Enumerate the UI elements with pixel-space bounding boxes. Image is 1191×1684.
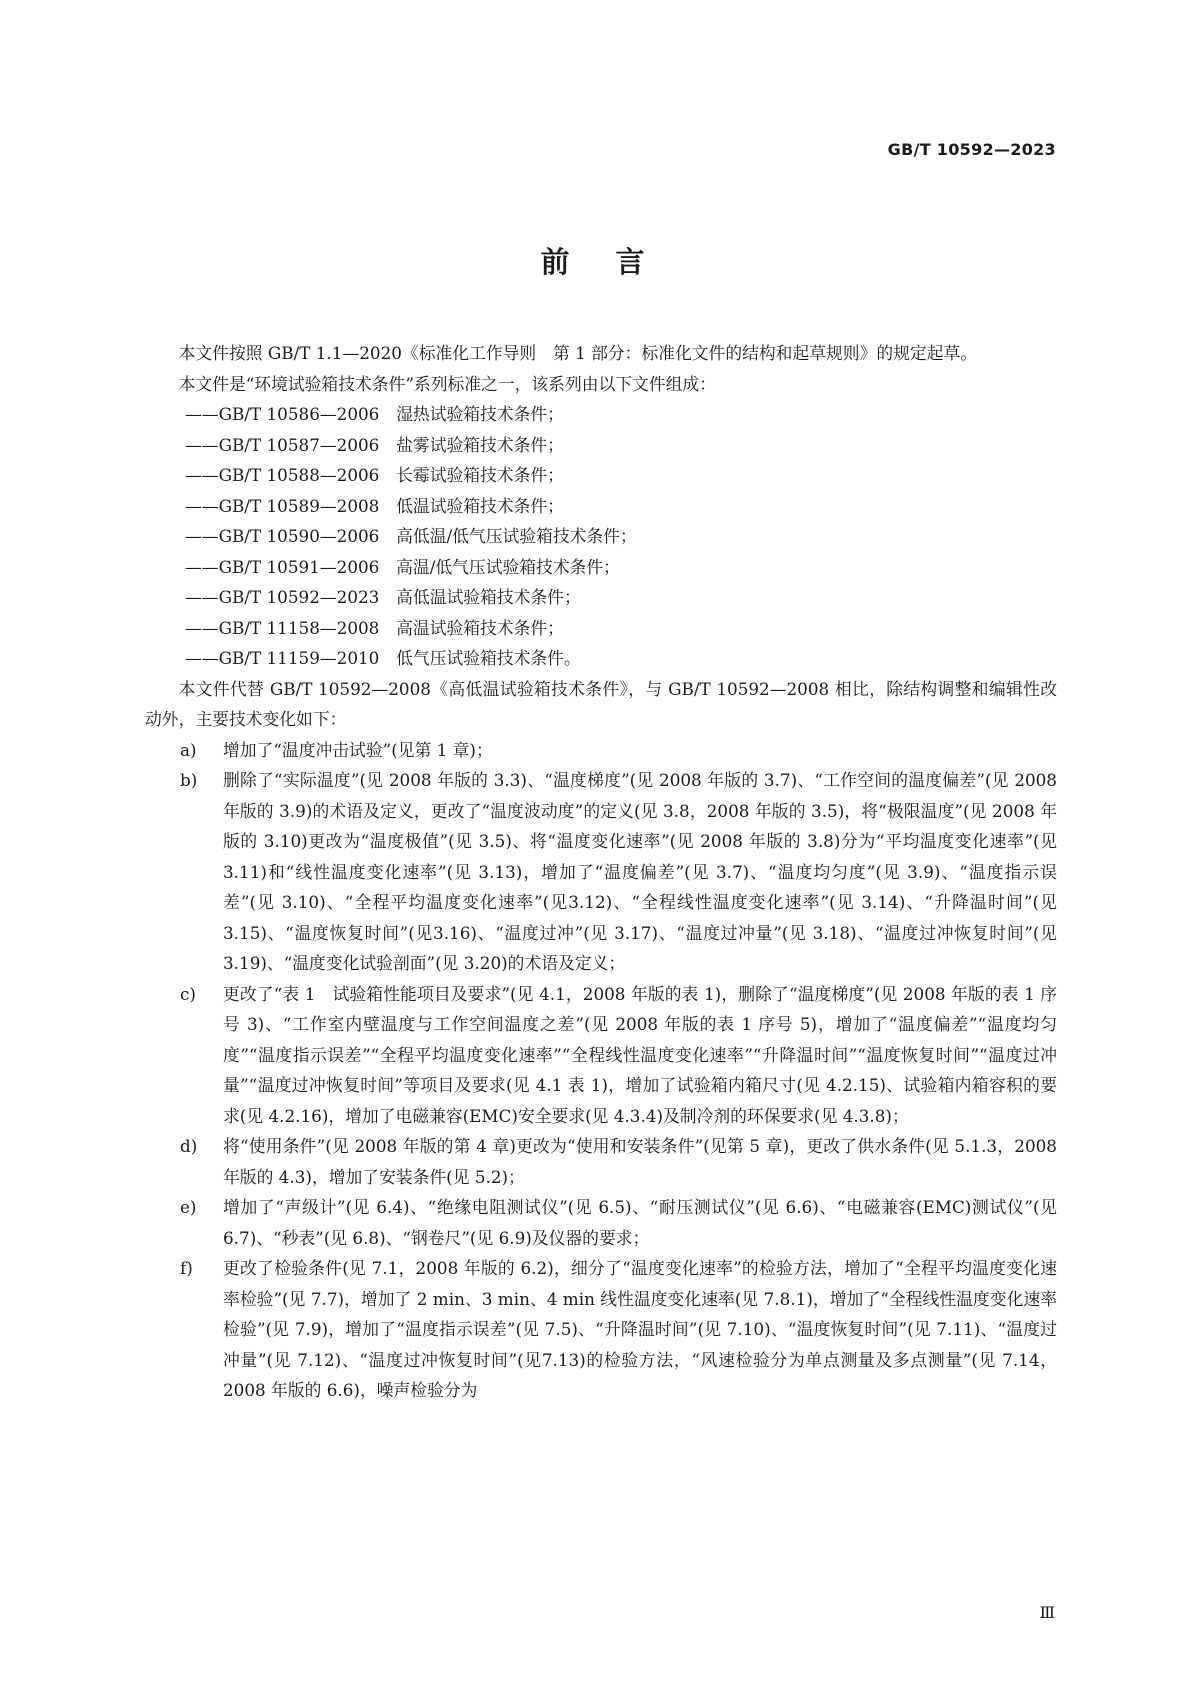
change-item [145, 979, 1057, 1132]
list-marker: d) [180, 1136, 198, 1156]
series-item: ——GB/T 10591—2006 高温/低气压试验箱技术条件； [185, 556, 620, 577]
change-text: 更改了检验条件(见 7.1，2008 年版的 6.2)，细分了“温度变化速率”的检验方法，增加了“全程平均温度变化速率检验”(见 7.7)，增加了 2 min、3 min、4 min 线性温度变化速率(见 7.8.1)，增加了“全程线性温度变化速率检验”(见 7.9)，增加了“温度指示误差”(见 7.5)、“升降温时间”(见 7.10)、“温度恢复时间”(见 7.11)、“温度过冲量”(见 7.12)、“温度过冲恢复时间”(见7.13)的检验方法，“风速检验分为单点测量及多点测量”(见 7.14，2008 年版的 6.6)，噪声检验分为 [223, 1258, 1057, 1400]
series-item: ——GB/T 10586—2006 湿热试验箱技术条件； [185, 404, 564, 424]
foreword-body [145, 338, 1057, 1406]
intro-paragraph-1: 本文件按照 GB/T 1.1—2020《标准化工作导则 第 1 部分：标准化文件的结构和起草规则》的规定起草。 [178, 343, 978, 363]
standard-code: GB/T 10592—2023 [887, 140, 1056, 159]
list-marker: c) [180, 983, 196, 1004]
series-item: ——GB/T 11158—2008 高温试验箱技术条件； [185, 617, 564, 638]
change-item [145, 1192, 1057, 1253]
series-item: ——GB/T 10589—2008 低温试验箱技术条件； [185, 495, 564, 516]
series-item: ——GB/T 11159—2010 低气压试验箱技术条件。 [185, 648, 581, 668]
change-item [145, 765, 1057, 979]
list-marker: e) [180, 1197, 197, 1217]
list-marker: b) [180, 770, 198, 790]
series-item: ——GB/T 10587—2006 盐雾试验箱技术条件； [185, 434, 564, 455]
change-text: 将“使用条件”(见 2008 年版的第 4 章)更改为“使用和安装条件”(见第 5 章)，更改了供水条件(见 5.1.3，2008 年版的 4.3)，增加了安装条件(见 5.2)； [223, 1136, 1057, 1187]
page-title: 前言 [540, 245, 691, 279]
change-text: 更改了“表 1 试验箱性能项目及要求”(见 4.1，2008 年版的表 1)，删除了“温度梯度”(见 2008 年版的表 1 序号 3)、“工作室内壁温度与工作空间温度之差”(见 2008 年版的表 1 序号 5)，增加了“温度偏差”“温度均匀度”“温度指示误差”“全程平均温度变化速率”“全程线性温度变化速率”“升降温时间”“温度恢复时间”“温度过冲量”“温度过冲恢复时间”等项目及要求(见 4.1 表 1)，增加了试验箱内箱尺寸(见 4.2.15)、试验箱内箱容积的要求(见 4.2.16)，增加了电磁兼容(EMC)安全要求(见 4.3.4)及制冷剂的环保要求(见 4.3.8)； [223, 983, 1057, 1126]
change-item [145, 735, 1057, 766]
change-item [145, 1253, 1057, 1406]
changes-list [145, 735, 1057, 1406]
list-marker: f) [180, 1258, 193, 1278]
change-text: 增加了“声级计”(见 6.4)、“绝缘电阻测试仪”(见 6.5)、“耐压测试仪”(见 6.6)、“电磁兼容(EMC)测试仪”(见 6.7)、“秒表”(见 6.8)、“钢卷尺”(见 6.9)及仪器的要求； [223, 1197, 1057, 1248]
series-item: ——GB/T 10592—2023 高低温试验箱技术条件； [185, 587, 581, 607]
series-item: ——GB/T 10590—2006 高低温/低气压试验箱技术条件； [185, 526, 637, 546]
change-item [145, 1131, 1057, 1192]
page-number: Ⅲ [1039, 1603, 1055, 1622]
list-marker: a) [180, 739, 197, 760]
change-text: 增加了“温度冲击试验”(见第 1 章)； [223, 739, 493, 760]
series-item: ——GB/T 10588—2006 长霉试验箱技术条件； [185, 465, 564, 485]
intro-paragraph-2: 本文件是“环境试验箱技术条件”系列标准之一，该系列由以下文件组成： [178, 373, 716, 394]
series-list [145, 399, 1057, 674]
replace-paragraph: 本文件代替 GB/T 10592—2008《高低温试验箱技术条件》，与 GB/T 10592—2008 相比，除结构调整和编辑性改动外，主要技术变化如下： [145, 678, 1057, 729]
change-text: 删除了“实际温度”(见 2008 年版的 3.3)、“温度梯度”(见 2008 年版的 3.7)、“工作空间的温度偏差”(见 2008 年版的 3.9)的术语及定义，更改了“温度波动度”的定义(见 3.8，2008 年版的 3.5)，将“极限温度”(见 2008 年版的 3.10)更改为“温度极值”(见 3.5)、将“温度变化速率”(见 2008 年版的 3.8)分为“平均温度变化速率”(见 3.11)和“线性温度变化速率”(见 3.13)，增加了“温度偏差”(见 3.7)、“温度均匀度”(见 3.9)、“温度指示误差”(见 3.10)、“全程平均温度变化速率”(见3.12)、“全程线性温度变化速率”(见 3.14)、“升降温时间”(见 3.15)、“温度恢复时间”(见3.16)、“温度过冲”(见 3.17)、“温度过冲量”(见 3.18)、“温度过冲恢复时间”(见 3.19)、“温度变化试验剖面”(见 3.20)的术语及定义； [223, 770, 1057, 973]
